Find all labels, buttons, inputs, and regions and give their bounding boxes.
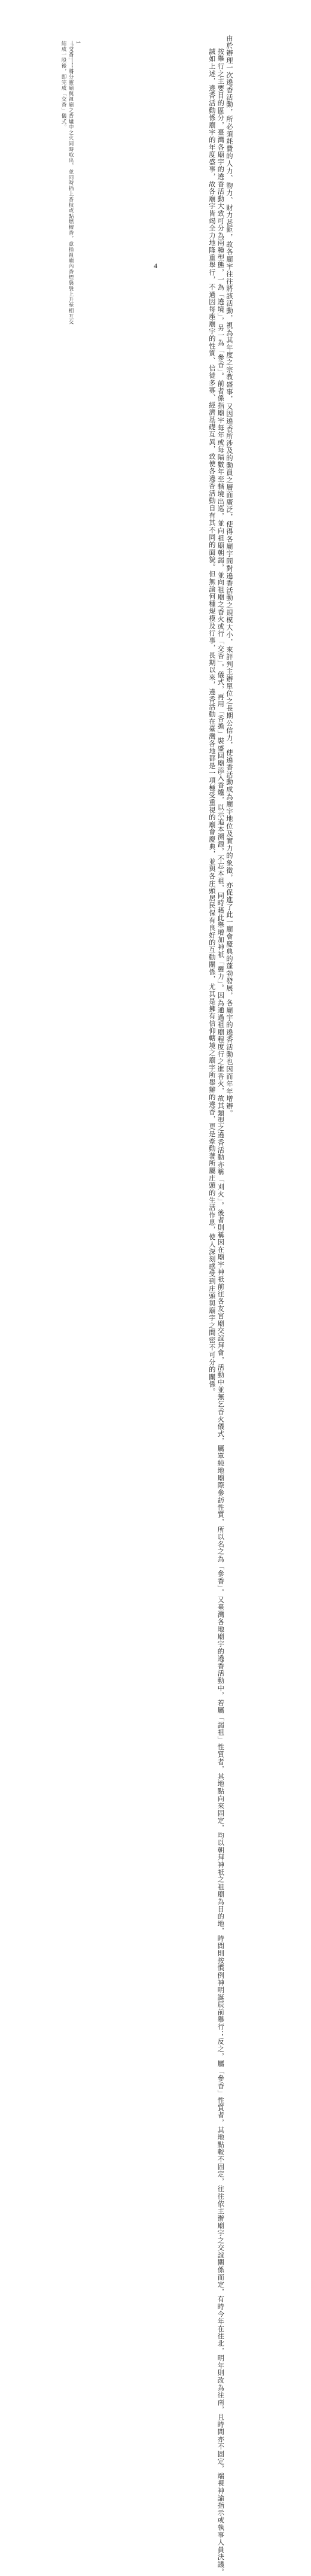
page-number: 4 [154,262,157,270]
footnote-line-2: 結成一股後，即完成「交香」儀式。 [60,41,66,130]
paragraph-2: 按舉行之主要目的區分，臺灣各廟宇的遶香活動大致可分為兩種型態，一為「遶境」，另一為「參香」。前者係指廟宇每年或每隔數年至轄境出巡，並向祖廟朝謁，並向祖廟之香火或行「交香」。儀式，再用「香擔」裝盛回廟添入香爐，以示追本溯源，不忘本祖，同時藉此舉增加神祇「靈力」。因為通過祖廟程度行之進香火，故其類型之遶香活動亦稱「刈火」。後者則稱因在廟宇神祇前往各友宮廟交誼拜會，活動中並無乞香火儀式，屬單純地廟際參訪性質，所以名之為「參香」。又臺灣各地廟宇的遶香活動中，若屬「謁祖」性質者，其地點向來固定，均以朝拜神祇之祖廟為目的地，時間則按慣例神明誕辰前舉行；反之，屬「參香」性質者，其地點較不固定，往往依主辦廟宇之交誼關係而定，有時今年在往北，明年則改為往南，且時間亦不固定，端視神諭指示或執事人員決議。 [217,48,225,2576]
footnote-marker: 1 [75,41,81,45]
paragraph-1: 由於辦理一次遶香活動，所必須耗費的人力、物力、財力甚鉅，故各廟宇往往將該活動，視為其年度之宗教盛事，又因遶香所涉及的動員之層面廣泛，使得各廟宇間對遶香活動之規模大小，來評判主辦單位之長期公信力，使遶香活動成為廟宇地位及實力的象徵，亦促進了此一廟會慶典的蓬勃發展，各廟宇的遶香活動也因而年年增辦。 [225,35,233,1118]
paragraph-3: 誠如上述，遶香活動係廟宇的年度盛事，故各廟宇皆竭全力地隆重舉行，不過因每座廟宇的性質、信徒多寡、經濟基礎互異，致使各遶香活動自有其不同的面貌。但無論何種規模及行事，長期以來，遶香活動在臺灣各地都是一項極受重視的廟會慶典，並與各庄頭居民保有良好的互動關係，尤其是擁有信仰轄境之廟宇所舉辦的遶香，更是牽動著所屬庄頭的生活作息，使人深刻感受到庄頭與廟宇之間密不可分的關係。 [208,48,216,1396]
footnote [60,41,81,325]
body-text [207,35,233,2576]
footnote-line-1: 「交香」：將分靈廟與祖廟之香爐中之火同時取出，並同時插上香枝或點燃檀香，意指祖廟內香煙裊裊上升至相互交 [68,41,74,325]
